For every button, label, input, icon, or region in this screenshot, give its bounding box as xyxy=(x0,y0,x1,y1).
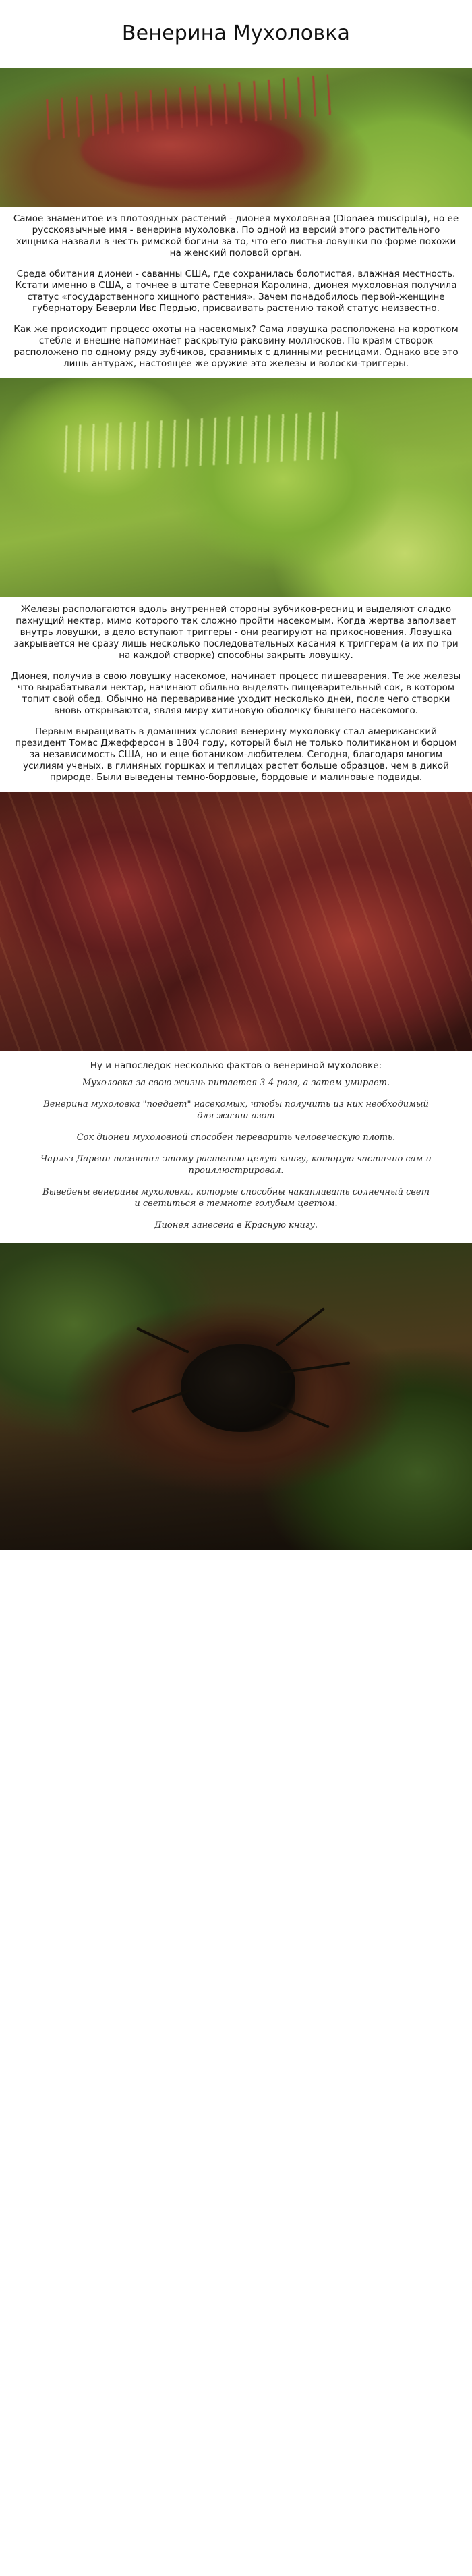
article-page xyxy=(0,13,472,1550)
article-body-top xyxy=(0,207,472,378)
paragraph-1: Самое знаменитое из плотоядных растений - дионея мухоловная (Dionaea muscipula), но ее русскоязычные имя - венерина мухоловка. По одной из версий этого растительного хищника назвали в честь римской богини за то, что его листья-ловушки по форме похожи на женский половой орган. xyxy=(13,213,459,259)
captured-insect xyxy=(181,1344,295,1432)
paragraph-3: Как же происходит процесс охоты на насекомых? Сама ловушка расположена на коротком стебле и внешне напоминает раскрытую раковину моллюсков. По краям створок расположено по одному ряду зубчиков, сравнимых с длинными ресницами. Однако все это лишь антураж, настоящее же оружие это железы и волоски-триггеры. xyxy=(13,324,459,370)
facts-list xyxy=(0,1077,472,1243)
paragraph-4: Железы располагаются вдоль внутренней стороны зубчиков-ресниц и выделяют сладко пахнущий нектар, мимо которого так сложно пройти насекомым. Когда жертва заползает внутрь ловушки, в дело вступают триггеры - они реагируют на прикосновения. Ловушка закрывается не сразу лишь несколько последовательных касания к триггерам (а их по три на каждой створке) способны закрыть ловушку. xyxy=(13,604,459,661)
trap-cilia-detail xyxy=(59,411,345,473)
fact-item: Чарльз Дарвин посвятил этому растению целую книгу, которую частично сам и проиллюстрировал. xyxy=(40,1154,432,1176)
image-open-trap-closeup xyxy=(0,68,472,207)
image-green-traps-group xyxy=(0,378,472,597)
paragraph-5: Дионея, получив в свою ловушку насекомое, начинает процесс пищеварения. Те же железы что вырабатывали нектар, начинают обильно выделять пищеварительный сок, в котором топит свой обед. Обычно на переваривание уходит несколько дней, после чего створки вновь открываются, являя миру хитиновую оболочку бывшего насекомого. xyxy=(11,671,461,717)
trap-veins-detail xyxy=(0,792,472,1051)
insect-leg xyxy=(136,1327,189,1354)
fact-item: Мухоловка за свою жизнь питается 3-4 раза, а затем умирает. xyxy=(82,1078,390,1089)
fact-item: Сок дионеи мухоловной способен переварить человеческую плоть. xyxy=(76,1132,396,1143)
image-dark-red-traps xyxy=(0,792,472,1051)
facts-intro: Ну и напоследок несколько фактов о венериной мухоловке: xyxy=(90,1060,382,1072)
page-title: Венерина Мухоловка xyxy=(121,22,351,46)
fact-item: Выведены венерины мухоловки, которые способны накапливать солнечный свет и светиться в темноте голубым цветом. xyxy=(42,1187,430,1209)
fact-item: Дионея занесена в Красную книгу. xyxy=(154,1220,318,1231)
trap-interior-highlight xyxy=(81,115,303,190)
fact-item: Венерина мухоловка "поедает" насекомых, чтобы получить из них необходимый для жизни азот xyxy=(43,1099,429,1122)
image-trap-with-insect xyxy=(0,1243,472,1550)
paragraph-2: Среда обитания дионеи - саванны США, где сохранилась болотистая, влажная местность. Кстати именно в США, а точнее в штате Северная Каролина, дионея мухоловная получила статус «государственного хищного растения». Зачем понадобилось первой-женщине губернатору Беверли Ивс Пердью, присваивать растению такой статус неизвестно. xyxy=(15,269,457,314)
paragraph-6: Первым выращивать в домашних условия венерину мухоловку стал американский президент Томас Джефферсон в 1804 году, который был не только политиканом и борцом за независимость США, но и еще ботаником-любителем. Сегодня, благодаря многим усилиям ученых, в глиняных горшках и теплицах растет больше образцов, чем в дикой природе. Были выведены темно-бордовые, бордовые и малиновые подвиды. xyxy=(15,726,457,784)
insect-leg xyxy=(276,1307,325,1347)
article-body-middle xyxy=(0,597,472,792)
